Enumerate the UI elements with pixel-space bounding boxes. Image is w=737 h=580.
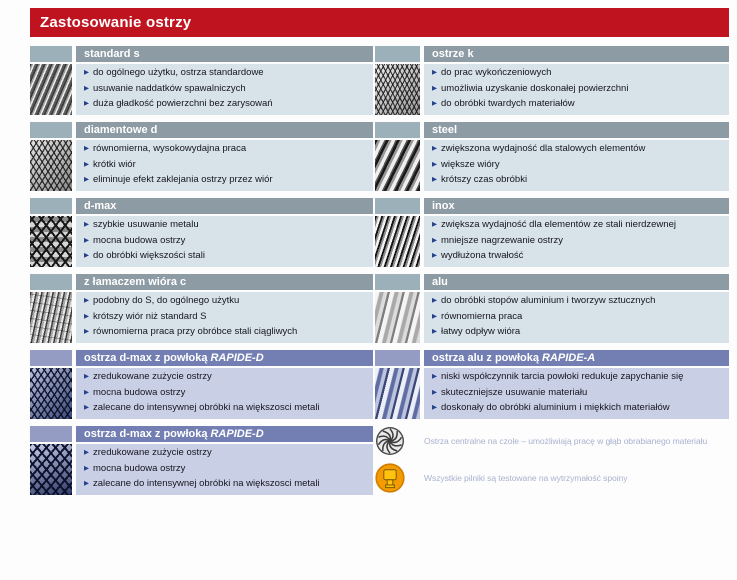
section-body-row <box>375 216 729 267</box>
section-header-row <box>30 122 373 138</box>
bullet-text: doskonały do obróbki aluminium i miękkich materiałów <box>441 402 670 414</box>
bullet-triangle-icon: ▶ <box>432 373 437 381</box>
section-header <box>76 122 373 138</box>
bullet-triangle-icon: ▶ <box>84 176 89 184</box>
blade-section <box>30 274 373 343</box>
bullet-item <box>432 386 721 402</box>
section-bullets <box>424 292 729 343</box>
note-face-cut <box>375 426 729 456</box>
header-spacer-cell <box>375 46 420 62</box>
blade-section <box>375 198 729 267</box>
blade-section <box>375 122 729 191</box>
burr-thumb-cell <box>30 368 72 419</box>
burr-photo <box>375 216 420 267</box>
bullet-triangle-icon: ▶ <box>84 328 89 336</box>
section-bullets <box>76 444 373 495</box>
column-right <box>375 46 729 500</box>
section-header-label: ostrze k <box>432 48 474 60</box>
bullet-text: podobny do S, do ogólnego użytku <box>93 295 240 307</box>
burr-photo <box>375 140 420 191</box>
bullet-triangle-icon: ▶ <box>84 221 89 229</box>
bullet-text: do prac wykończeniowych <box>441 67 552 79</box>
section-bullets <box>424 140 729 191</box>
section-header-label: z łamaczem wióra c <box>84 276 187 288</box>
bullet-text: zalecane do intensywnej obróbki na większosci metali <box>93 478 320 490</box>
bullet-triangle-icon: ▶ <box>84 160 89 168</box>
bullet-triangle-icon: ▶ <box>84 297 89 305</box>
section-bullets <box>424 64 729 115</box>
section-header <box>76 198 373 214</box>
burr-face-cut-icon <box>375 426 420 456</box>
note-face-cut-text: Ostrza centralne na czole – umożliwiają pracę w głąb obrabianego materiału <box>424 436 708 446</box>
bullet-triangle-icon: ▶ <box>432 297 437 305</box>
footnotes <box>375 426 729 493</box>
bullet-item <box>84 477 365 493</box>
bullet-text: większe wióry <box>441 158 500 170</box>
burr-thumb-cell <box>30 216 72 267</box>
header-spacer-cell <box>375 198 420 214</box>
bullet-text: krótszy wiór niż standard S <box>93 310 207 322</box>
section-body-row <box>375 368 729 419</box>
bullet-triangle-icon: ▶ <box>432 312 437 320</box>
header-spacer-cell <box>30 350 72 366</box>
section-bullets <box>76 292 373 343</box>
bullet-triangle-icon: ▶ <box>84 69 89 77</box>
bullet-triangle-icon: ▶ <box>84 236 89 244</box>
header-spacer-cell <box>30 426 72 442</box>
section-header-row <box>30 426 373 442</box>
bullet-text: szybkie usuwanie metalu <box>93 219 199 231</box>
bullet-text: krótki wiór <box>93 158 136 170</box>
blade-section <box>375 274 729 343</box>
section-header-label: inox <box>432 200 455 212</box>
bullet-item <box>84 97 365 113</box>
bullet-item <box>84 218 365 234</box>
burr-photo <box>30 216 72 267</box>
weld-test-icon <box>375 463 420 493</box>
section-header-row <box>375 274 729 290</box>
burr-thumb-cell <box>375 140 420 191</box>
bullet-triangle-icon: ▶ <box>84 373 89 381</box>
header-spacer-cell <box>30 122 72 138</box>
bullet-text: mocna budowa ostrzy <box>93 386 186 398</box>
section-header <box>424 46 729 62</box>
blade-section <box>30 46 373 115</box>
burr-thumb-cell <box>375 216 420 267</box>
header-spacer-cell <box>30 274 72 290</box>
bullet-item <box>84 401 365 417</box>
bullet-triangle-icon: ▶ <box>84 145 89 153</box>
section-header-em: RAPIDE-A <box>541 352 596 364</box>
bullet-item <box>84 462 365 478</box>
bullet-text: do obróbki stopów aluminium i tworzyw sztucznych <box>441 295 656 307</box>
bullet-text: duża gładkość powierzchni bez zarysowań <box>93 98 273 110</box>
section-body-row <box>30 216 373 267</box>
section-bullets <box>76 216 373 267</box>
section-body-row <box>30 444 373 495</box>
bullet-item <box>432 249 721 265</box>
section-header-row <box>30 350 373 366</box>
bullet-text: równomierna praca przy obróbce stali ciągliwych <box>93 326 298 338</box>
bullet-text: do obróbki większości stali <box>93 250 205 262</box>
burr-photo <box>375 64 420 115</box>
bullet-text: wydłużona trwałość <box>441 250 524 262</box>
burr-photo <box>30 140 72 191</box>
section-header-label: ostrza alu z powłoką <box>432 352 539 364</box>
section-header-label: ostrza d-max z powłoką <box>84 352 208 364</box>
section-header-em: RAPIDE-D <box>210 428 264 440</box>
section-bullets <box>424 216 729 267</box>
section-header-label: d-max <box>84 200 117 212</box>
burr-photo <box>30 444 72 495</box>
bullet-item <box>84 82 365 98</box>
section-header-row <box>30 46 373 62</box>
bullet-item <box>432 294 721 310</box>
bullet-triangle-icon: ▶ <box>432 404 437 412</box>
section-body-row <box>375 64 729 115</box>
burr-thumb-cell <box>30 140 72 191</box>
section-header-row <box>375 198 729 214</box>
section-header-label: steel <box>432 124 458 136</box>
section-bullets <box>76 64 373 115</box>
burr-thumb-cell <box>375 64 420 115</box>
section-body-row <box>30 64 373 115</box>
bullet-item <box>432 158 721 174</box>
bullet-item <box>432 82 721 98</box>
bullet-text: zalecane do intensywnej obróbki na większosci metali <box>93 402 320 414</box>
header-spacer-cell <box>375 350 420 366</box>
bullet-triangle-icon: ▶ <box>432 221 437 229</box>
bullet-item <box>84 173 365 189</box>
bullet-triangle-icon: ▶ <box>84 100 89 108</box>
section-header <box>424 198 729 214</box>
section-header <box>424 122 729 138</box>
burr-photo <box>30 368 72 419</box>
blade-section <box>30 122 373 191</box>
bullet-item <box>432 310 721 326</box>
bullet-text: krótszy czas obróbki <box>441 174 528 186</box>
section-header-label: alu <box>432 276 448 288</box>
bullet-text: mocna budowa ostrzy <box>93 234 186 246</box>
section-header <box>424 350 729 366</box>
bullet-triangle-icon: ▶ <box>432 328 437 336</box>
bullet-item <box>84 234 365 250</box>
bullet-triangle-icon: ▶ <box>432 84 437 92</box>
section-header-row <box>375 122 729 138</box>
bullet-item <box>432 370 721 386</box>
bullet-text: równomierna praca <box>441 310 523 322</box>
bullet-triangle-icon: ▶ <box>432 69 437 77</box>
burr-thumb-cell <box>30 64 72 115</box>
bullet-text: do ogólnego użytku, ostrza standardowe <box>93 67 264 79</box>
bullet-text: niski współczynnik tarcia powłoki redukuje zapychanie się <box>441 371 684 383</box>
bullet-item <box>84 386 365 402</box>
bullet-triangle-icon: ▶ <box>84 312 89 320</box>
section-header <box>76 274 373 290</box>
bullet-text: zwiększona wydajność dla stalowych elementów <box>441 143 646 155</box>
blade-section <box>375 350 729 419</box>
bullet-item <box>84 66 365 82</box>
bullet-item <box>432 66 721 82</box>
bullet-text: łatwy odpływ wióra <box>441 326 521 338</box>
section-header <box>76 426 373 442</box>
bullet-item <box>432 325 721 341</box>
page-title-bar <box>30 8 729 37</box>
header-spacer-cell <box>30 198 72 214</box>
bullet-item <box>432 173 721 189</box>
bullet-text: skuteczniejsze usuwanie materiału <box>441 386 588 398</box>
burr-thumb-cell <box>30 292 72 343</box>
bullet-item <box>84 325 365 341</box>
bullet-triangle-icon: ▶ <box>432 252 437 260</box>
bullet-triangle-icon: ▶ <box>432 236 437 244</box>
bullet-item <box>84 294 365 310</box>
bullet-text: zredukowane zużycie ostrzy <box>93 447 212 459</box>
section-body-row <box>375 292 729 343</box>
bullet-text: usuwanie naddatków spawalniczych <box>93 82 246 94</box>
section-header-label: standard s <box>84 48 140 60</box>
section-header <box>76 350 373 366</box>
bullet-triangle-icon: ▶ <box>432 176 437 184</box>
burr-thumb-cell <box>30 444 72 495</box>
header-spacer-cell <box>375 274 420 290</box>
bullet-text: do obróbki twardych materiałów <box>441 98 575 110</box>
bullet-item <box>432 234 721 250</box>
section-header-label: ostrza d-max z powłoką <box>84 428 208 440</box>
bullet-item <box>432 401 721 417</box>
bullet-triangle-icon: ▶ <box>432 145 437 153</box>
bullet-item <box>84 446 365 462</box>
bullet-triangle-icon: ▶ <box>432 100 437 108</box>
section-header-label: diamentowe d <box>84 124 158 136</box>
bullet-triangle-icon: ▶ <box>84 449 89 457</box>
section-body-row <box>30 140 373 191</box>
blade-section <box>30 350 373 419</box>
section-header-row <box>30 274 373 290</box>
blade-section <box>375 46 729 115</box>
bullet-text: umożliwia uzyskanie doskonałej powierzchni <box>441 82 629 94</box>
section-bullets <box>76 368 373 419</box>
bullet-triangle-icon: ▶ <box>84 84 89 92</box>
bullet-item <box>432 97 721 113</box>
bullet-item <box>84 158 365 174</box>
section-header <box>424 274 729 290</box>
section-header <box>76 46 373 62</box>
bullet-item <box>84 370 365 386</box>
burr-photo <box>30 292 72 343</box>
column-left <box>30 46 373 502</box>
burr-photo <box>375 368 420 419</box>
burr-thumb-cell <box>375 368 420 419</box>
bullet-item <box>84 310 365 326</box>
bullet-item <box>432 218 721 234</box>
bullet-text: równomierna, wysokowydajna praca <box>93 143 247 155</box>
section-body-row <box>375 140 729 191</box>
bullet-item <box>432 142 721 158</box>
bullet-triangle-icon: ▶ <box>84 464 89 472</box>
bullet-triangle-icon: ▶ <box>432 160 437 168</box>
bullet-triangle-icon: ▶ <box>84 404 89 412</box>
blade-section <box>30 198 373 267</box>
section-header-em: RAPIDE-D <box>210 352 264 364</box>
bullet-text: mniejsze nagrzewanie ostrzy <box>441 234 563 246</box>
note-weld-test-text: Wszystkie pilniki są testowane na wytrzymałość spoiny <box>424 473 628 483</box>
bullet-triangle-icon: ▶ <box>84 252 89 260</box>
blade-section <box>30 426 373 495</box>
bullet-text: zwiększa wydajność dla elementów ze stali nierdzewnej <box>441 219 676 231</box>
section-body-row <box>30 292 373 343</box>
bullet-triangle-icon: ▶ <box>432 388 437 396</box>
bullet-text: zredukowane zużycie ostrzy <box>93 371 212 383</box>
note-weld-test <box>375 463 729 493</box>
bullet-item <box>84 142 365 158</box>
bullet-triangle-icon: ▶ <box>84 388 89 396</box>
bullet-text: eliminuje efekt zaklejania ostrzy przez wiór <box>93 174 273 186</box>
section-bullets <box>76 140 373 191</box>
section-header-row <box>30 198 373 214</box>
section-bullets <box>424 368 729 419</box>
bullet-text: mocna budowa ostrzy <box>93 462 186 474</box>
section-body-row <box>30 368 373 419</box>
bullet-item <box>84 249 365 265</box>
burr-thumb-cell <box>375 292 420 343</box>
header-spacer-cell <box>375 122 420 138</box>
burr-photo <box>30 64 72 115</box>
bullet-triangle-icon: ▶ <box>84 480 89 488</box>
page-title: Zastosowanie ostrzy <box>40 14 192 31</box>
header-spacer-cell <box>30 46 72 62</box>
burr-photo <box>375 292 420 343</box>
section-header-row <box>375 46 729 62</box>
section-header-row <box>375 350 729 366</box>
